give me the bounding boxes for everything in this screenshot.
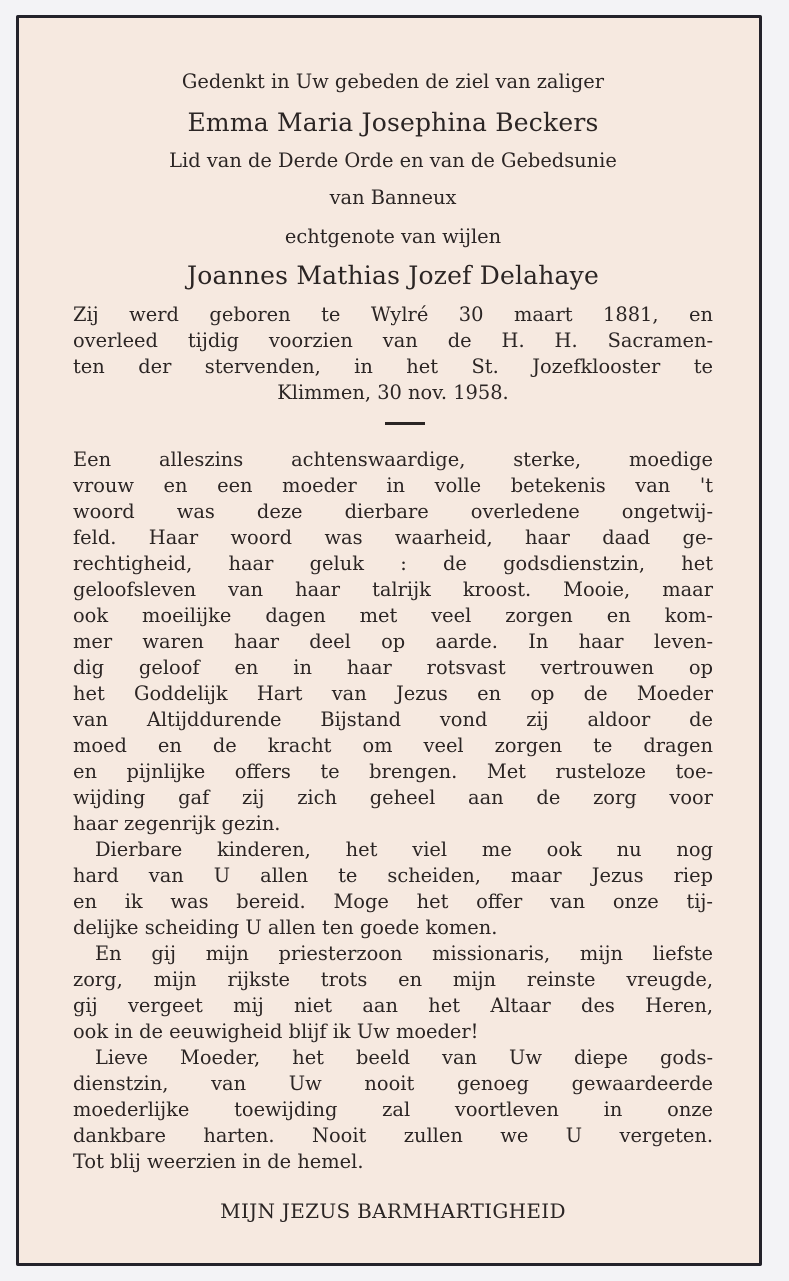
bio-line: overleed tijdig voorzien van de H. H. Sacramen- <box>73 329 713 352</box>
body-line: zorg, mijn rijkste trots en mijn reinste vreugde, <box>73 968 713 991</box>
bio-line: ten der stervenden, in het St. Jozefklooster te <box>73 355 713 378</box>
body-line: Tot blij weerzien in de hemel. <box>73 1150 364 1173</box>
body-line: het Goddelijk Hart van Jezus en op de Moeder <box>73 682 713 705</box>
body-line: moed en de kracht om veel zorgen te dragen <box>73 734 713 757</box>
body-line: En gij mijn priesterzoon missionaris, mijn liefste <box>95 942 713 965</box>
membership-line-2: van Banneux <box>329 186 457 209</box>
body-line: woord was deze dierbare overledene ongetwij- <box>73 500 713 523</box>
body-line: en pijnlijke offers te brengen. Met rusteloze toe- <box>73 760 713 783</box>
body-line: Een alleszins achtenswaardige, sterke, moedige <box>73 448 713 471</box>
body-line: Dierbare kinderen, het viel me ook nu nog <box>95 838 713 861</box>
body-line: gij vergeet mij niet aan het Altaar des Heren, <box>73 994 713 1017</box>
spouse-intro: echtgenote van wijlen <box>284 225 502 248</box>
separator-rule <box>385 422 425 425</box>
body-line: hard van U allen te scheiden, maar Jezus riep <box>73 864 713 887</box>
body-line: vrouw en een moeder in volle betekenis van 't <box>73 474 713 497</box>
bio-line: Klimmen, 30 nov. 1958. <box>277 381 509 404</box>
body-line: van Altijddurende Bijstand vond zij aldoor de <box>73 708 713 731</box>
bio-line: Zij werd geboren te Wylré 30 maart 1881, en <box>73 303 713 326</box>
membership-line-1: Lid van de Derde Orde en van de Gebedsunie <box>169 149 617 172</box>
body-line: rechtigheid, haar geluk : de godsdienstzin, het <box>73 552 713 575</box>
spouse-name: Joannes Mathias Jozef Delahaye <box>187 261 599 290</box>
body-line: en ik was bereid. Moge het offer van onze tij- <box>73 890 713 913</box>
body-line: delijke scheiding U allen ten goede komen. <box>73 916 498 939</box>
body-line: mer waren haar deel op aarde. In haar leven- <box>73 630 713 653</box>
body-line: haar zegenrijk gezin. <box>73 812 281 835</box>
body-line: Lieve Moeder, het beeld van Uw diepe gods- <box>95 1046 713 1069</box>
body-line: wijding gaf zij zich geheel aan de zorg voor <box>73 786 713 809</box>
memorial-card <box>16 15 762 1266</box>
body-line: dig geloof en in haar rotsvast vertrouwen op <box>73 656 713 679</box>
body-line: moederlijke toewijding zal voortleven in onze <box>73 1098 713 1121</box>
body-line: dankbare harten. Nooit zullen we U vergeten. <box>73 1124 713 1147</box>
deceased-name: Emma Maria Josephina Beckers <box>187 108 599 137</box>
body-line: dienstzin, van Uw nooit genoeg gewaardeerde <box>73 1072 713 1095</box>
body-line: ook in de eeuwigheid blijf ik Uw moeder! <box>73 1020 479 1043</box>
body-line: ook moeilijke dagen met veel zorgen en kom- <box>73 604 713 627</box>
body-line: geloofsleven van haar talrijk kroost. Mooie, maar <box>73 578 713 601</box>
body-line: feld. Haar woord was waarheid, haar daad ge- <box>73 526 713 549</box>
closing-invocation: MIJN JEZUS BARMHARTIGHEID <box>220 1199 566 1223</box>
intro-line: Gedenkt in Uw gebeden de ziel van zaliger <box>181 70 605 93</box>
